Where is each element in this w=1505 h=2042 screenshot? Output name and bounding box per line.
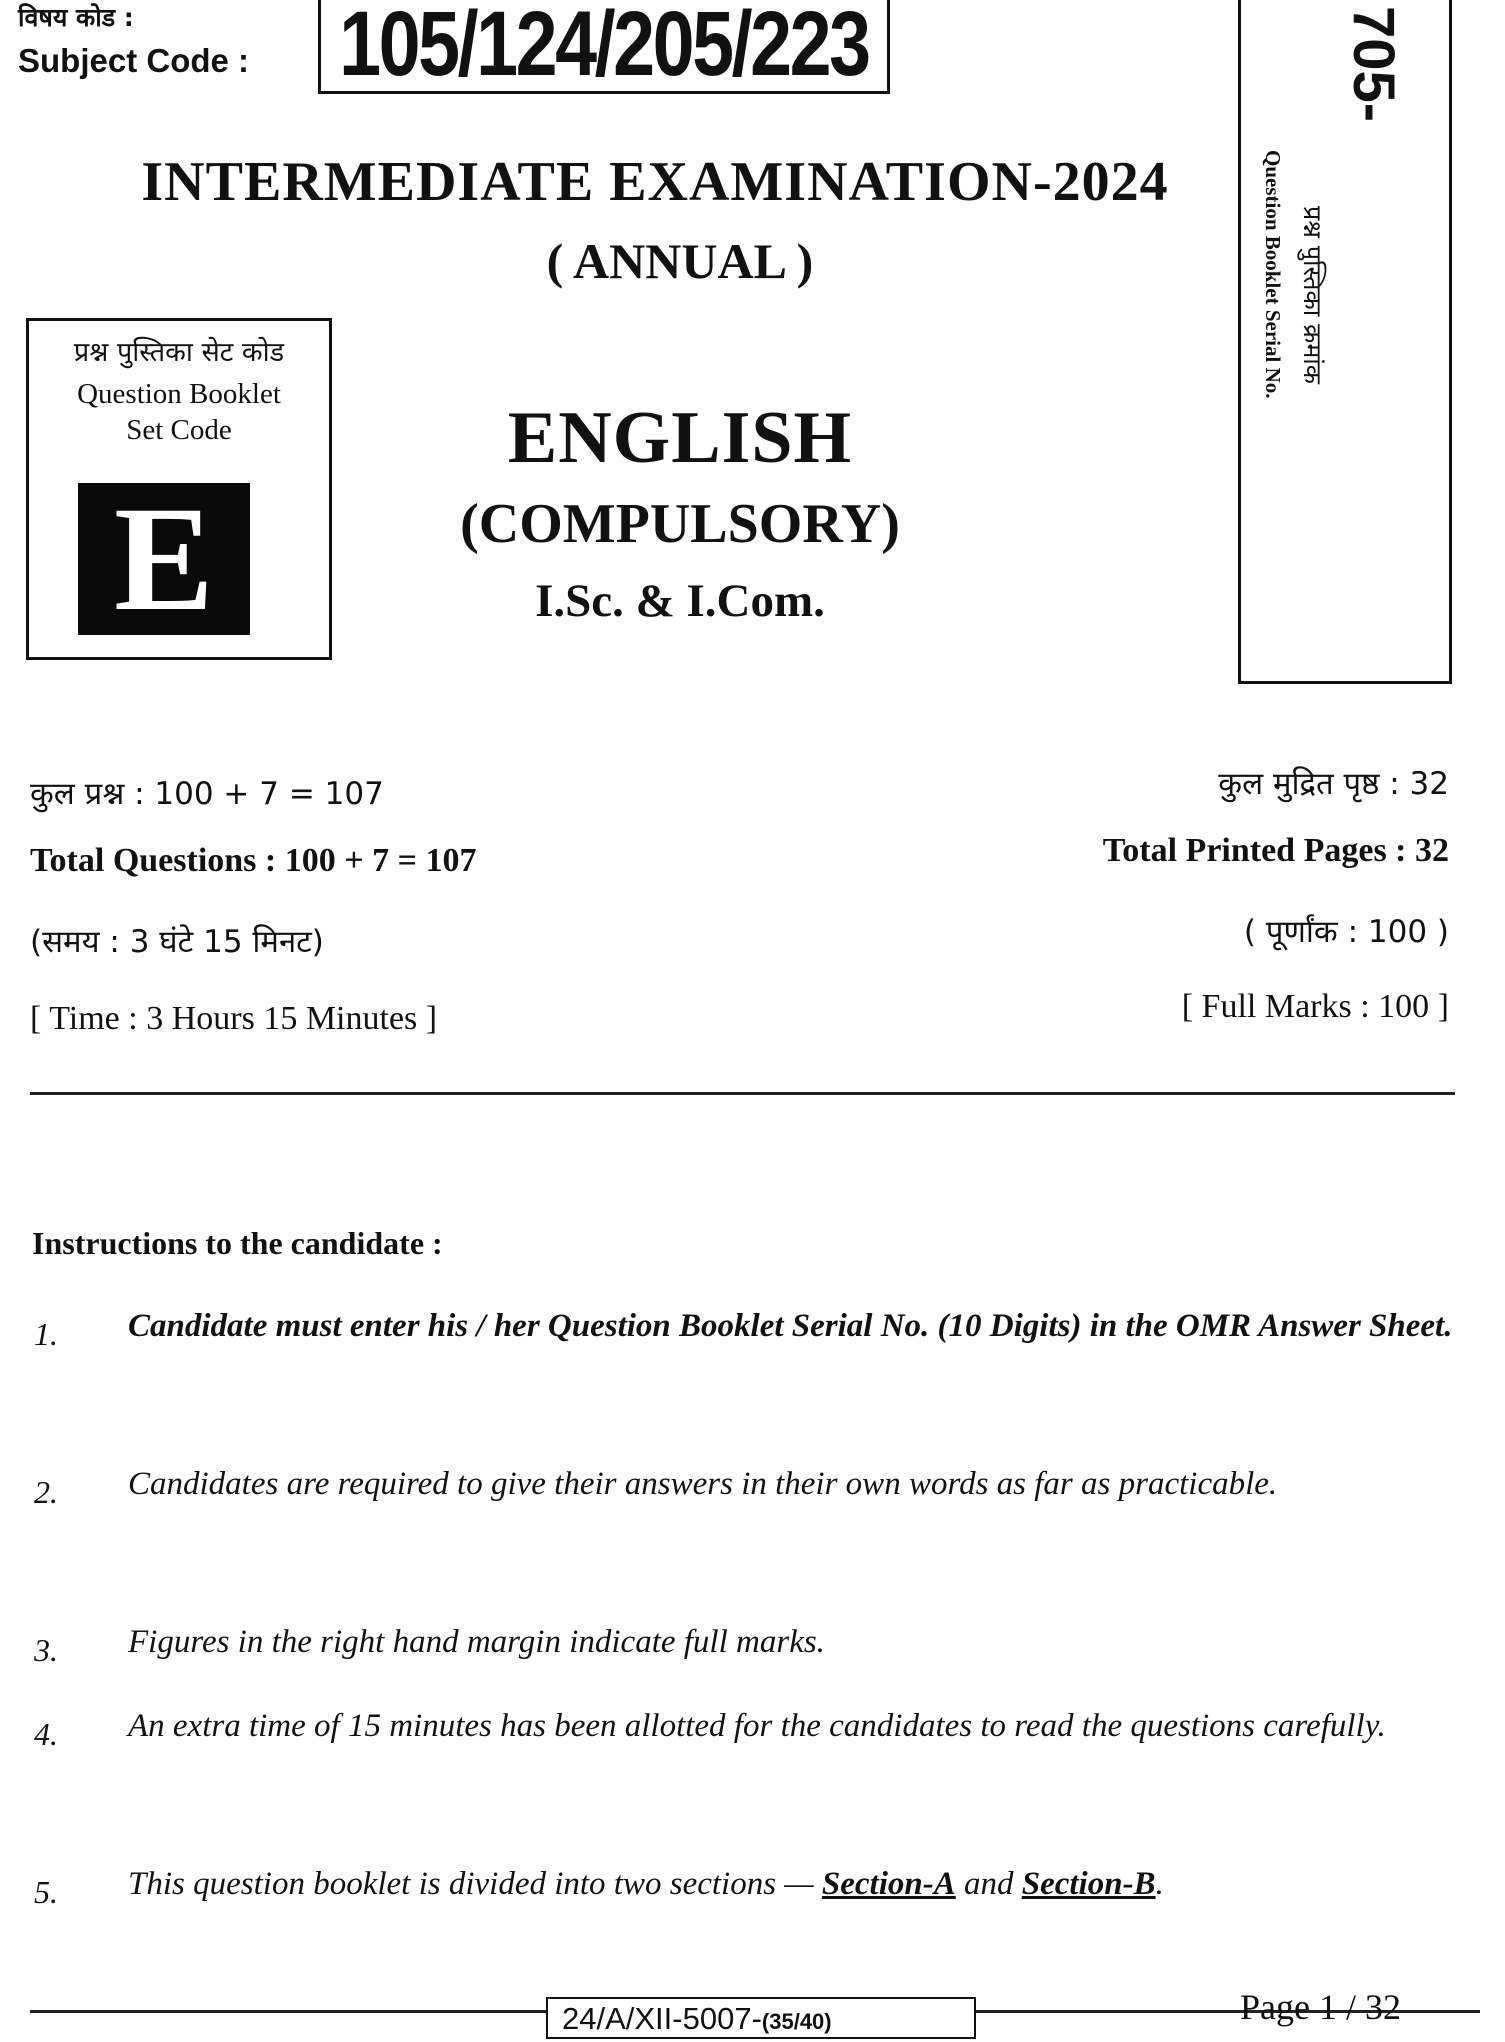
time-allowed: [ Time : 3 Hours 15 Minutes ] bbox=[30, 1000, 438, 1037]
exam-title: INTERMEDIATE EXAMINATION-2024 bbox=[141, 151, 1169, 213]
total-questions-hindi: कुल प्रश्न : 100 + 7 = 107 bbox=[30, 776, 384, 812]
subject-stream: I.Sc. & I.Com. bbox=[535, 575, 825, 627]
instruction-text-part: . bbox=[1155, 1866, 1164, 1902]
footer-code-suffix: (35/40) bbox=[761, 2009, 832, 2034]
serial-number-prefix: 705- bbox=[1341, 6, 1406, 123]
printed-pages: Total Printed Pages : 32 bbox=[1102, 832, 1449, 869]
instruction-text: An extra time of 15 minutes has been allotted for the candidates to read the questions carefully. bbox=[128, 1708, 1386, 1744]
instruction-text-part: and bbox=[963, 1866, 1014, 1902]
subject-type: (COMPULSORY) bbox=[460, 493, 900, 555]
instructions-heading: Instructions to the candidate : bbox=[32, 1225, 443, 1261]
full-marks: [ Full Marks : 100 ] bbox=[1181, 988, 1449, 1025]
subject-code-box bbox=[318, 0, 890, 94]
footer-code-box bbox=[546, 1997, 976, 2039]
instruction-text bbox=[128, 1851, 1473, 1918]
time-hindi: (समय : 3 घंटे 15 मिनट) bbox=[30, 924, 324, 960]
set-code-letter: E bbox=[113, 476, 215, 642]
set-code-letter-box bbox=[78, 476, 250, 642]
footer-code: 24/A/XII-5007- bbox=[562, 2001, 762, 2036]
exam-subtitle: ( ANNUAL ) bbox=[546, 233, 814, 289]
serial-number-hindi-label: प्रश्न पुस्तिका क्रमांक bbox=[1298, 206, 1327, 384]
instruction-text: Figures in the right hand margin indicate full marks. bbox=[128, 1624, 825, 1660]
instruction-number: 1. bbox=[34, 1316, 58, 1352]
page-number: Page 1 / 32 bbox=[1240, 1987, 1401, 2027]
instruction-number: 2. bbox=[34, 1474, 58, 1510]
section-b-label: Section-B bbox=[1021, 1866, 1156, 1902]
instruction-text: Candidates are required to give their answers in their own words as far as practicable. bbox=[128, 1466, 1278, 1502]
subject-code-value: 105/124/205/223 bbox=[339, 0, 869, 95]
instruction-text: Candidate must enter his / her Question Booklet Serial No. (10 Digits) in the OMR Answer Sheet. bbox=[128, 1308, 1453, 1344]
instruction-text-part: This question booklet is divided into two sections — bbox=[128, 1866, 814, 1902]
subject-code-label: Subject Code : bbox=[18, 42, 250, 79]
set-code-label-line1: Question Booklet bbox=[77, 378, 281, 410]
set-code-hindi-label: प्रश्न पुस्तिका सेट कोड bbox=[73, 337, 285, 368]
instruction-number: 3. bbox=[34, 1632, 58, 1668]
header-divider bbox=[30, 1092, 1455, 1095]
printed-pages-hindi: कुल मुद्रित पृष्ठ : 32 bbox=[1218, 766, 1449, 802]
section-a-label: Section-A bbox=[821, 1866, 956, 1902]
full-marks-hindi: ( पूर्णांक : 100 ) bbox=[1243, 914, 1449, 950]
subject-name: ENGLISH bbox=[507, 397, 853, 479]
subject-code-hindi-label: विषय कोड : bbox=[18, 3, 134, 32]
instruction-number: 4. bbox=[34, 1716, 58, 1752]
instruction-number: 5. bbox=[34, 1874, 58, 1910]
set-code-label-line2: Set Code bbox=[126, 414, 232, 446]
serial-number-english-label: Question Booklet Serial No. bbox=[1261, 150, 1285, 399]
total-questions: Total Questions : 100 + 7 = 107 bbox=[30, 842, 477, 879]
